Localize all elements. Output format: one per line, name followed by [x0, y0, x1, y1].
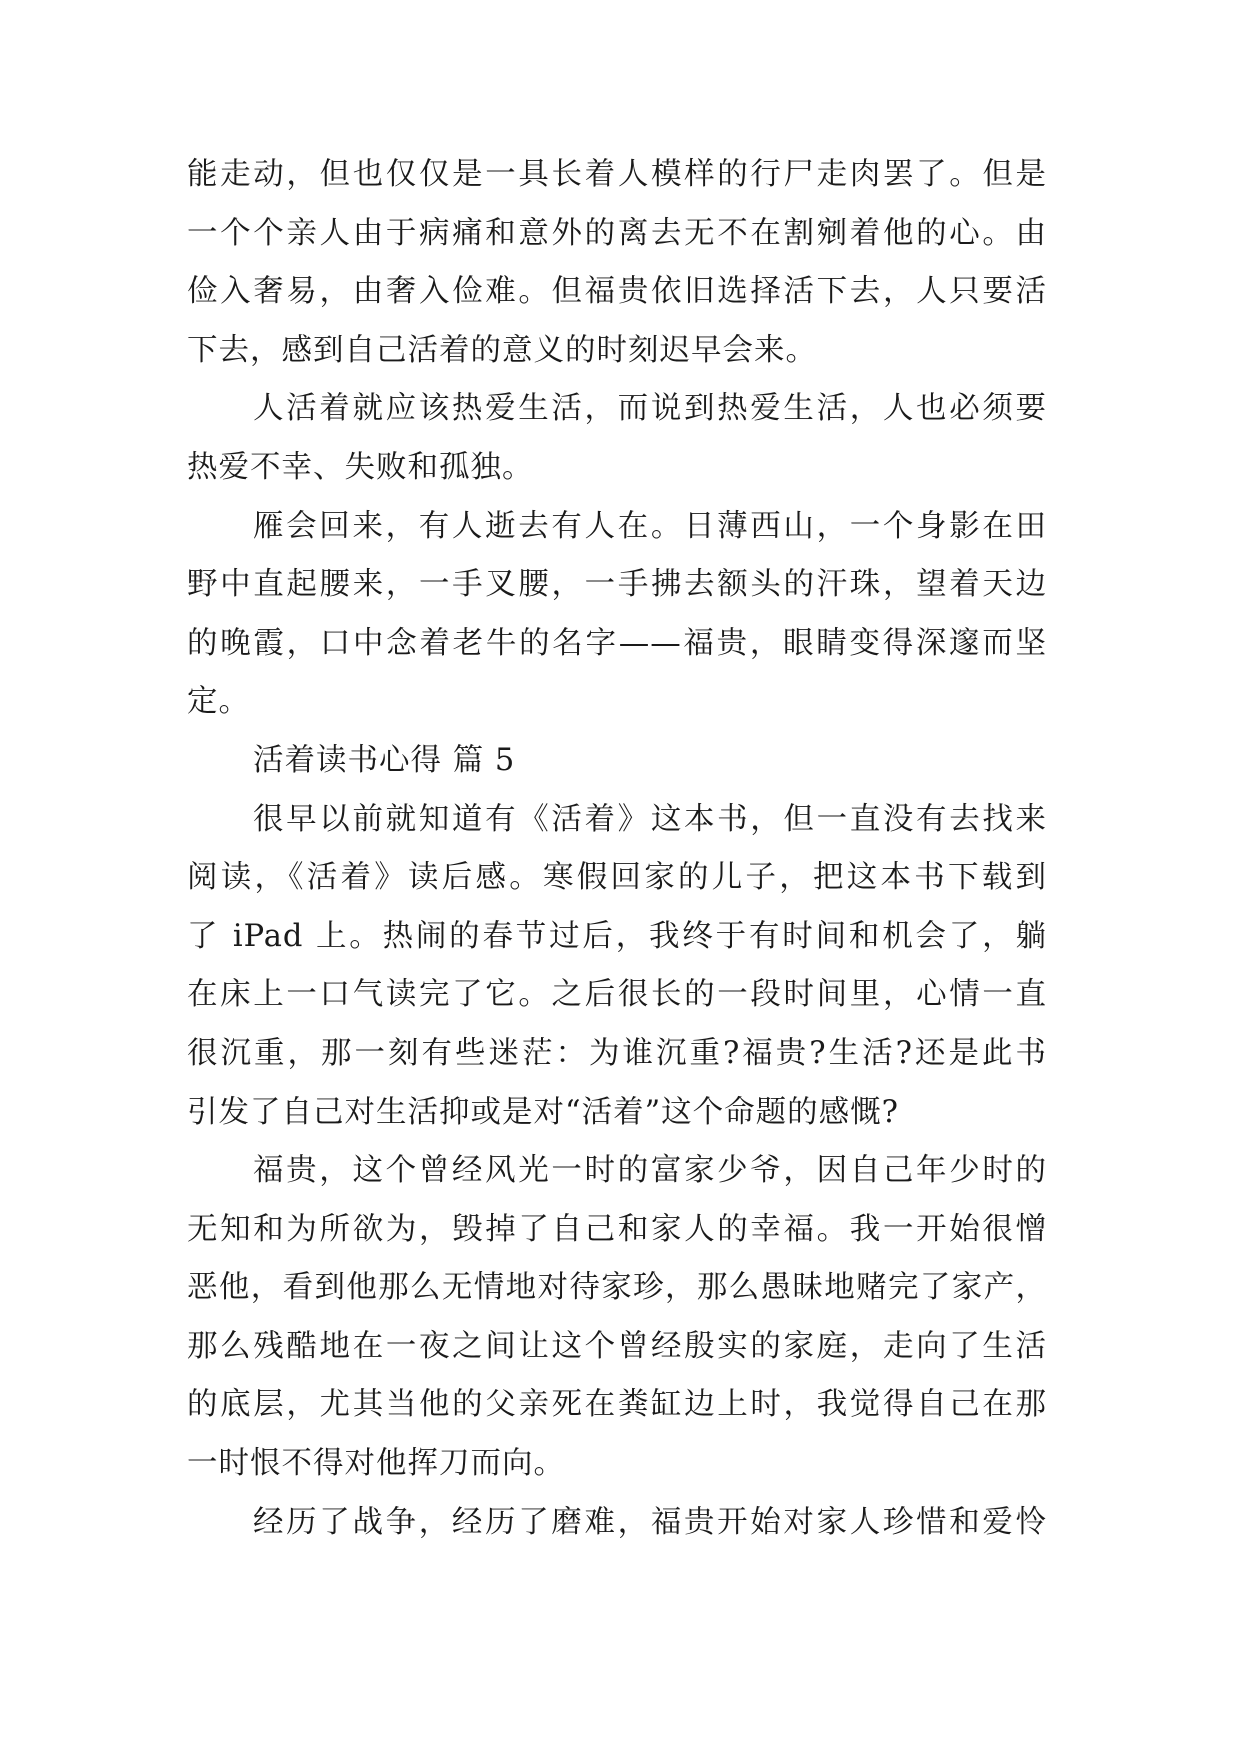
text-line: 引发了自己对生活抑或是对“活着”这个命题的感慨? [187, 1094, 900, 1130]
paragraph [187, 1494, 1047, 1553]
text-line: 一个个亲人由于病痛和意外的离去无不在割剜着他的心。由 [187, 215, 1047, 251]
text-line: 无知和为所欲为，毁掉了自己和家人的幸福。我一开始很憎 [187, 1211, 1047, 1247]
paragraph [187, 1142, 1047, 1494]
text-line: 的晚霞，口中念着老牛的名字——福贵，眼睛变得深邃而坚 [187, 625, 1047, 661]
text-line: 那么残酷地在一夜之间让这个曾经殷实的家庭，走向了生活 [187, 1328, 1047, 1364]
text-line: 俭入奢易，由奢入俭难。但福贵依旧选择活下去，人只要活 [187, 274, 1047, 310]
text-line: 在床上一口气读完了它。之后很长的一段时间里，心情一直 [187, 977, 1047, 1013]
paragraph [187, 498, 1047, 732]
text-line: 一时恨不得对他挥刀而向。 [187, 1446, 565, 1482]
text-line: 阅读，《活着》读后感。寒假回家的儿子，把这本书下载到 [187, 860, 1047, 896]
section-heading-text: 活着读书心得 篇 5 [253, 742, 516, 778]
text-line: 能走动，但也仅仅是一具长着人模样的行尸走肉罢了。但是 [187, 157, 1047, 192]
section-heading [187, 732, 1047, 791]
text-line: 恶他，看到他那么无情地对待家珍，那么愚昧地赌完了家产， [187, 1270, 1047, 1306]
text-line: 定。 [187, 684, 250, 720]
text-line: 雁会回来，有人逝去有人在。日薄西山，一个身影在田 [253, 508, 1047, 544]
paragraph [187, 791, 1047, 1143]
text-line: 热爱不幸、失败和孤独。 [187, 449, 534, 485]
text-line: 很沉重，那一刻有些迷茫：为谁沉重?福贵?生活?还是此书 [187, 1035, 1047, 1071]
text-line: 很早以前就知道有《活着》这本书，但一直没有去找来 [253, 801, 1047, 837]
text-line: 野中直起腰来，一手叉腰，一手拂去额头的汗珠，望着天边 [187, 567, 1047, 603]
document-page [187, 146, 1047, 1552]
text-line: 的底层，尤其当他的父亲死在粪缸边上时，我觉得自己在那 [187, 1387, 1047, 1423]
text-line: 下去，感到自己活着的意义的时刻迟早会来。 [187, 332, 817, 368]
paragraph [187, 146, 1047, 380]
paragraph [187, 380, 1047, 497]
text-line: 福贵，这个曾经风光一时的富家少爷，因自己年少时的 [253, 1153, 1047, 1189]
text-line: 人活着就应该热爱生活，而说到热爱生活，人也必须要 [253, 391, 1047, 427]
text-line: 经历了战争，经历了磨难，福贵开始对家人珍惜和爱怜 [253, 1504, 1047, 1540]
text-line: 了 iPad 上。热闹的春节过后，我终于有时间和机会了，躺 [187, 918, 1047, 954]
